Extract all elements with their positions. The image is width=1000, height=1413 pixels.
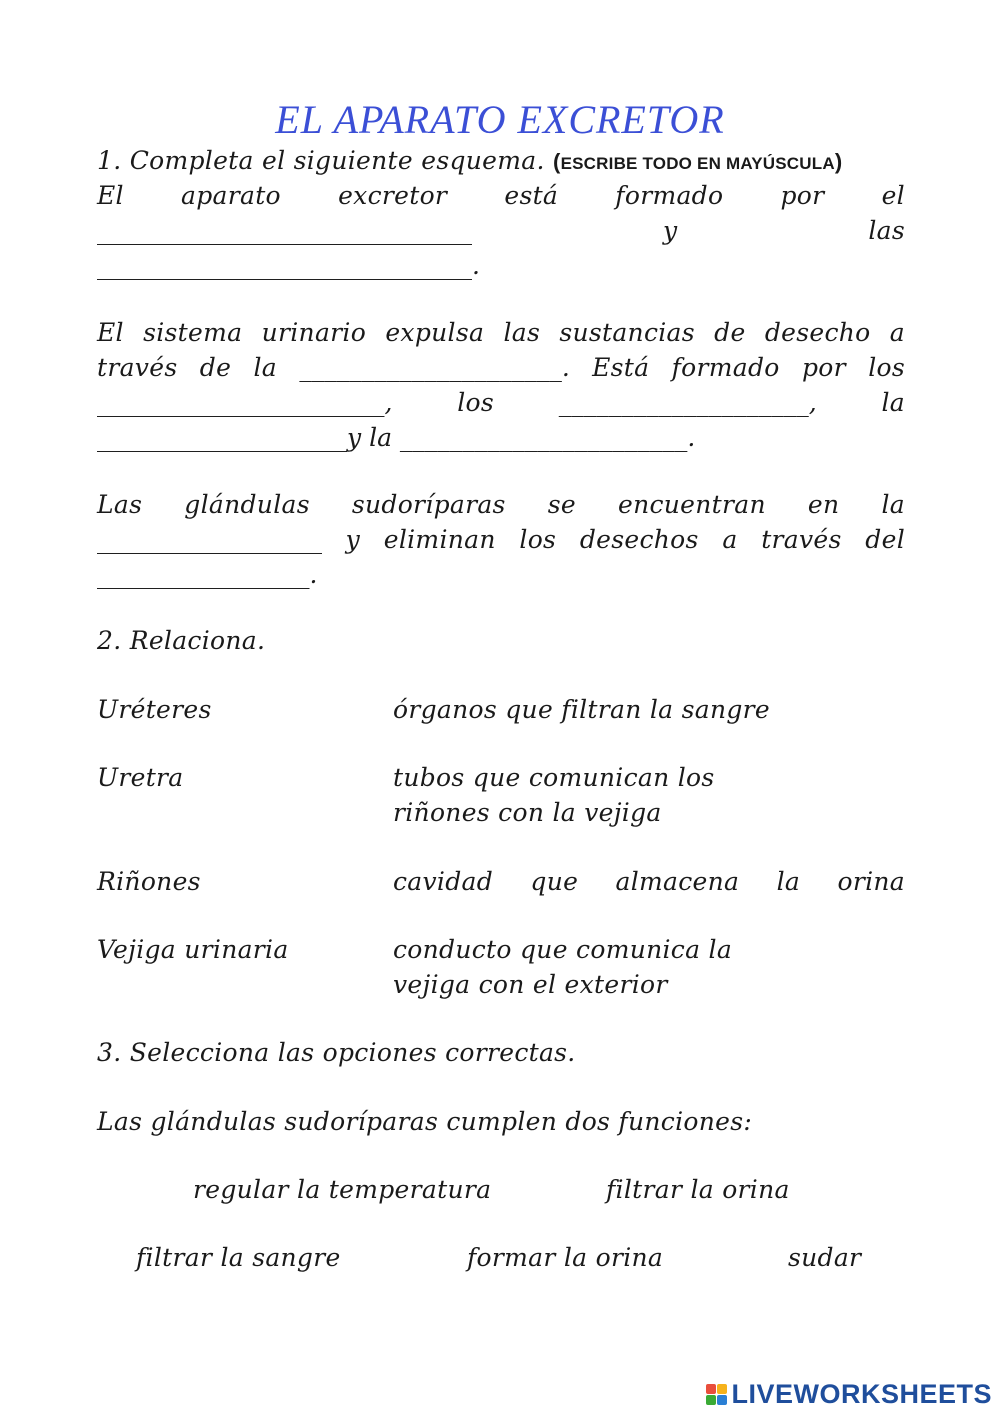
word: y [662,216,678,245]
brand-name: LIVEWORKSHEETS [731,1378,992,1409]
match-right-2-line-2[interactable]: riñones con la vejiga [393,798,662,827]
section-3-heading: 3. Selecciona las opciones correctas. [97,1038,576,1067]
word: a [722,525,738,554]
match-right-3[interactable] [393,867,905,896]
word: del [865,525,905,554]
match-right-2-line-1[interactable]: tubos que comunican los [393,763,715,792]
word: sustancias [559,318,695,347]
word: cavidad [393,867,494,896]
option-filtrar-orina[interactable]: filtrar la orina [606,1175,790,1204]
word: eliminan [383,525,496,554]
section-1-heading-row [97,146,842,175]
word: los [868,353,905,382]
word: y [345,525,361,554]
p2-line-2 [97,353,905,382]
word: está [504,181,559,210]
match-right-4-line-2[interactable]: vejiga con el exterior [393,970,668,999]
word: formado [671,353,780,382]
word: las [868,216,905,245]
word: Está [592,353,650,382]
p1-line-1 [97,181,905,210]
word: sudoríparas [351,490,506,519]
word: través [97,353,178,382]
word: desechos [579,525,699,554]
option-filtrar-sangre[interactable]: filtrar la sangre [136,1243,341,1272]
liveworksheets-logo-icon [706,1384,727,1405]
word: almacena [615,867,740,896]
option-formar-orina[interactable]: formar la orina [467,1243,664,1272]
word: través [761,525,842,554]
logo-square [706,1384,716,1394]
word: la [881,490,905,519]
logo-square [717,1384,727,1394]
instruction-caps: ESCRIBE TODO EN MAYÚSCULA [560,154,835,173]
p2-line-1 [97,318,905,347]
word: encuentran [617,490,766,519]
logo-square [706,1395,716,1405]
match-right-4-line-1[interactable]: conducto que comunica la [393,935,733,964]
word: de [199,353,232,382]
word: el [881,181,905,210]
word: excretor [338,181,448,210]
p3-line-3-blank[interactable]: _________________. [97,560,318,589]
word: urinario [261,318,367,347]
blank-fill[interactable]: _____________________. [299,353,570,382]
word: por [801,353,846,382]
word: que [530,867,579,896]
option-regular-temperatura[interactable]: regular la temperatura [193,1175,492,1204]
blank-fill[interactable]: _______________________, [97,388,393,417]
match-left-ureteres[interactable]: Uréteres [97,695,212,724]
word: la [776,867,801,896]
word: las [503,318,541,347]
instruction-paren-open: ( [552,149,561,174]
word: se [547,490,576,519]
liveworksheets-footer [706,1379,992,1409]
word: los [457,388,494,417]
p3-line-1 [97,490,905,519]
blank-fill[interactable]: ____________________, [558,388,817,417]
section-2-heading: 2. Relaciona. [97,626,266,655]
match-left-rinones[interactable]: Riñones [97,867,201,896]
section-3-prompt: Las glándulas sudoríparas cumplen dos funciones: [97,1107,753,1136]
p1-line-2 [97,216,905,245]
match-right-1[interactable]: órganos que filtran la sangre [393,695,771,724]
word: los [519,525,557,554]
p1-line-3-blank[interactable]: ______________________________. [97,251,480,280]
word: El [97,181,124,210]
word: orina [837,867,905,896]
page-title: EL APARATO EXCRETOR [275,97,725,142]
word: aparato [181,181,281,210]
instruction-paren-close: ) [834,149,843,174]
p2-line-3 [97,388,905,417]
word: de [714,318,746,347]
word: expulsa [385,318,485,347]
word: por [780,181,825,210]
blank-fill[interactable]: __________________ [97,525,322,554]
p3-line-2 [97,525,905,554]
blank-fill[interactable]: ______________________________ [97,216,472,245]
word: la [881,388,905,417]
word: la [253,353,277,382]
p2-line-4[interactable]: ____________________y la _______________________. [97,423,696,452]
word: desecho [764,318,871,347]
match-left-uretra[interactable]: Uretra [97,763,184,792]
section-1-heading: 1. Completa el siguiente esquema. [97,146,545,175]
word: glándulas [184,490,310,519]
word: en [807,490,840,519]
word: a [889,318,905,347]
match-left-vejiga[interactable]: Vejiga urinaria [97,935,289,964]
option-sudar[interactable]: sudar [788,1243,862,1272]
word: sistema [143,318,243,347]
word: Las [97,490,143,519]
logo-square [717,1395,727,1405]
word: formado [615,181,724,210]
word: El [97,318,124,347]
